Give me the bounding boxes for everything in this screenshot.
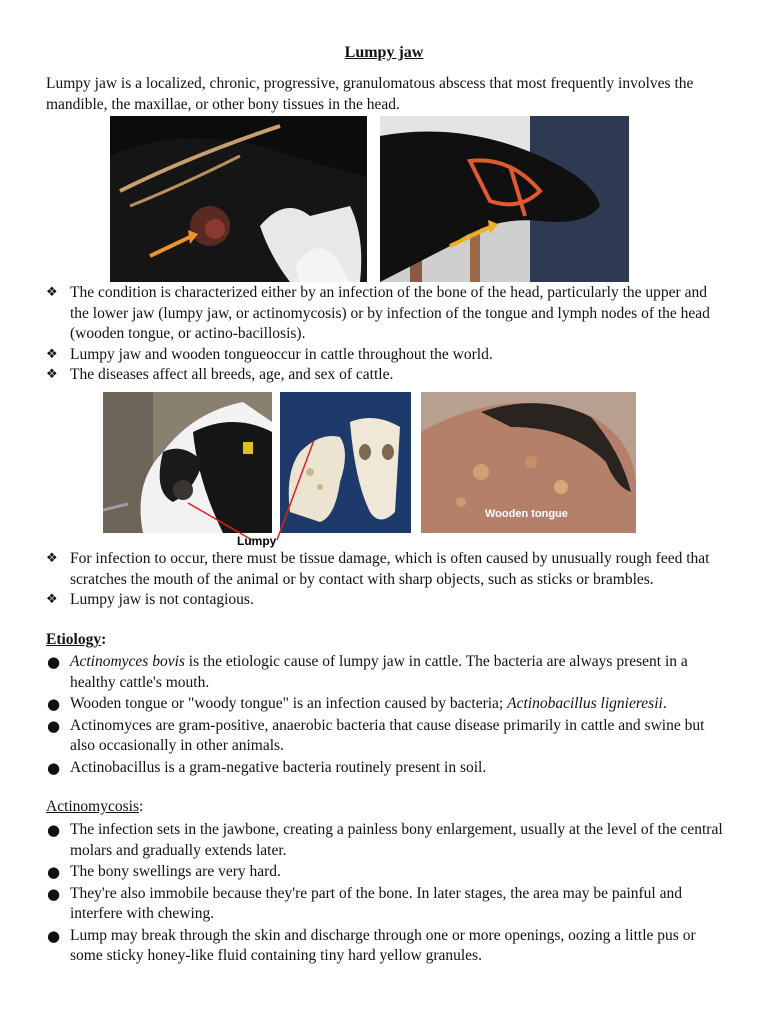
list-item: ❖ For infection to occur, there must be tissue damage, which is often caused by unusually rough feed that scratches the mouth of the animal or by contact with sharp objects, such as sticks or brambles. (46, 550, 710, 588)
diamond-bullet-icon: ❖ (46, 592, 58, 607)
list-item: ● The bony swellings are very hard. (47, 863, 281, 881)
list-item: ● They're also immobile because they're part of the bone. In later stages, the area may be painful and interfere with chewing. (47, 884, 682, 922)
diamond-bullet-icon: ❖ (46, 285, 58, 300)
list-item: ● Actinomyces bovis is the etiologic cause of lumpy jaw in cattle. The bacteria are always present in a healthy cattle's mouth. (47, 653, 688, 691)
wooden-tongue-caption: Wooden tongue (485, 508, 568, 520)
list-item: ❖ Lumpy jaw and wooden tongueoccur in cattle throughout the world. (46, 345, 726, 366)
list-item: ❖ Lumpy jaw is not contagious. (46, 590, 726, 611)
dot-bullet-icon: ● (47, 716, 61, 735)
diamond-bullet-icon: ❖ (46, 346, 58, 362)
dot-bullet-icon: ● (47, 758, 61, 777)
list-item: ● The infection sets in the jawbone, creating a painless bony enlargement, usually at the level of the central molars and gradually extends later. (47, 821, 723, 859)
diamond-bullet-icon: ❖ (46, 551, 58, 566)
page-title: Lumpy jaw (344, 44, 424, 61)
dot-bullet-icon: ● (47, 653, 61, 671)
bullet-list-overview (46, 283, 726, 386)
actinomycosis-heading: Actinomycosis: (46, 798, 144, 815)
dot-bullet-icon: ● (47, 863, 61, 881)
etiology-heading: Etiology: (46, 631, 107, 648)
list-item: ● Lump may break through the skin and discharge through one or more openings, oozing a little pus or some sticky honey-like fluid containing tiny hard yellow granules. (47, 926, 696, 964)
cow-lumpy-photo (103, 392, 272, 533)
dot-bullet-icon: ● (47, 884, 61, 903)
dot-bullet-icon: ● (47, 695, 61, 713)
list-item: ● Wooden tongue or "woody tongue" is an infection caused by bacteria; Actinobacillus lignieresii. (47, 695, 667, 713)
etiology-list (46, 652, 726, 779)
diamond-bullet-icon: ❖ (46, 367, 58, 382)
dot-bullet-icon: ● (47, 926, 61, 945)
actinomycosis-list (46, 820, 726, 968)
list-item: ● Actinobacillus is a gram-negative bacteria routinely present in soil. (47, 758, 487, 777)
cow-jaw-photo-2 (380, 116, 629, 282)
intro-paragraph: Lumpy jaw is a localized, chronic, progressive, granulomatous abscess that most frequently involves the mandible, the maxillae, or other bony tissues in the head. (46, 75, 694, 113)
list-item: ❖ The diseases affect all breeds, age, and sex of cattle. (46, 365, 726, 386)
bullet-list-infection (46, 549, 726, 611)
list-item: ● Actinomyces are gram-positive, anaerobic bacteria that cause disease primarily in cattle and swine but also occasionally in other animals. (47, 716, 705, 754)
dot-bullet-icon: ● (47, 821, 61, 839)
cow-jaw-photo-1 (110, 116, 367, 282)
jaw-skull-photo (280, 392, 411, 533)
lumpy-caption: Lumpy (237, 534, 277, 548)
list-item: ❖ The condition is characterized either by an infection of the bone of the head, particularly the upper and the lower jaw (lumpy jaw, or actinomycosis) or by infection of the tongue and lymph nodes of the head (wooden tongue, or actino-bacillosis). (46, 284, 710, 342)
